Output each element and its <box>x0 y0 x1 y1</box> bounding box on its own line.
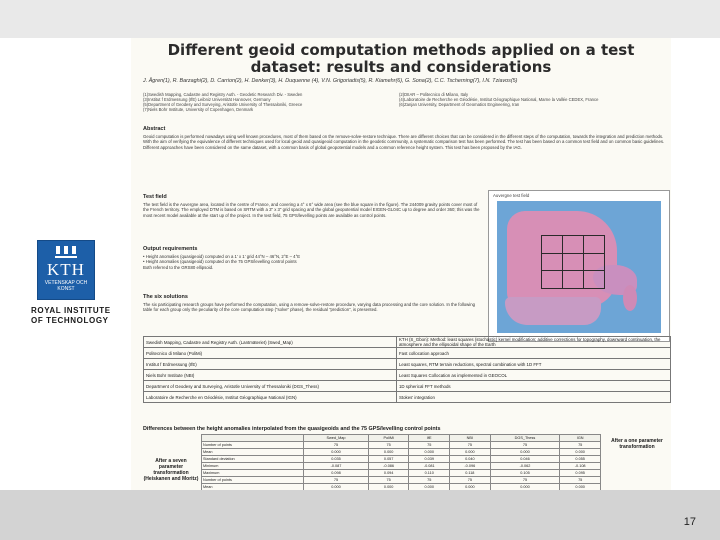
results-row <box>202 442 601 449</box>
results-row-label: Minimum <box>202 463 304 470</box>
participant-row <box>144 370 671 381</box>
results-column-header <box>202 435 304 442</box>
participant-method: Stokes' integration <box>396 392 670 403</box>
results-cell: 75 <box>368 442 409 449</box>
results-cell: 75 <box>409 442 450 449</box>
results-cell: 0.000 <box>368 449 409 456</box>
results-cell: 75 <box>450 442 491 449</box>
results-cell: 0.105 <box>490 470 560 477</box>
results-cell: 0.094 <box>368 470 409 477</box>
results-cell: 0.000 <box>560 484 601 491</box>
abstract-text: Geoid computation is performed nowadays using well known procedures, most of them based on the remove-solve-restore technique. There are different choices that can be considered in the different steps of the computation, towards the integration and prediction methods. With the aim of verifying the equivalence of different techniques used for local geoid and quasigeoid computation in the geodetic community, a systematic comparison test has been performed. The test has been based on a common test field and on common basic guidelines. Different approaches have been considered on the same dataset, with a common basis of global geopotential models and a common reference height system. This test has been proposed by the IAG. <box>143 134 665 150</box>
results-cell: 0.000 <box>304 484 369 491</box>
test-field-heading: Test field <box>143 194 167 200</box>
results-title: Differences between the height anomalies interpolated from the quasigeoids and the 75 GPS/levelling control points <box>143 426 441 432</box>
results-row-label: Mean <box>202 484 304 491</box>
slide-top-bar <box>0 0 720 38</box>
test-field-text: The test field is the Auvergne area, located in the centre of France, and covering a 4° x 6° wide area (see the blue square in the figure). The 244009 gravity points cover most of the French territory. The employed DTM is based on SRTM with a 3" x 3" grid spacing and the global geopotential model EIGEN-GL04C up to degree and order 360; this was the most recent model available at the start up of the project. In the test field, 75 GPS/levelling points are available as control points. <box>143 202 480 218</box>
results-cell: -0.087 <box>304 463 369 470</box>
results-cell: -0.096 <box>450 463 491 470</box>
results-cell: -0.081 <box>409 463 450 470</box>
results-cell: 0.000 <box>560 449 601 456</box>
affiliations-left: (1)Swedish Mapping, Cadastre and Registry Auth. - Geodetic Research Div. - Sweden (3)Institut f Erdmessung (IfE) Leibniz Universität Hannover, Germany (5)Department of Geodesy and Surveying, Aristotle University of Thessaloniki, Greece (7)Niels Bohr Institute, University of Copenhagen, Denmark <box>143 92 303 112</box>
results-cell: 0.039 <box>409 456 450 463</box>
map-landmass <box>505 297 601 325</box>
solutions-heading: The six solutions <box>143 294 188 300</box>
map-grid-line <box>542 253 604 254</box>
output-text: • Height anomalies (quasigeoid) computed on a 1' x 1' grid 44°N – 46°N, 2°E – 4°E • Height anomalies (quasigeoid) computed on the 75 GPS/levelling control points Both referred to the GRS80 ellipsoid. <box>143 254 301 270</box>
results-cell: 75 <box>490 442 560 449</box>
results-cell: 0.110 <box>409 470 450 477</box>
poster-authors: J. Ågren(1), R. Barzaghi(2), D. Carrion(2), H. Denker(3), H. Duquenne (4), V.N. Grigoriadis(5), R. Kiamehr(6), G. Sona(2), C.C. Tscherning(7), I.N. Tziavos(5) <box>143 78 518 84</box>
results-cell: 75 <box>450 477 491 484</box>
map-grid-line <box>583 236 584 288</box>
results-cell: 75 <box>304 442 369 449</box>
results-column-header: IfE <box>409 435 450 442</box>
participant-group: Swedish Mapping, Cadastre and Registry Auth. (Lantmäteriet) (Swed_Map) <box>144 337 397 348</box>
poster-image <box>131 38 671 490</box>
affiliations-right: (2)DIIAR – Politecnico di Milano, Italy (4)Laboratoire de Recherche en Géodésie, Institut Géographique National, Marne la Vallée CEDEX, France (6)Zanjan University, Department of Geomatics Engineering, Iran <box>399 92 599 107</box>
kth-logo <box>37 240 95 300</box>
results-cell: 0.000 <box>490 484 560 491</box>
map-island <box>623 285 637 311</box>
results-column-header: DGS_Thess <box>490 435 560 442</box>
participant-row <box>144 381 671 392</box>
results-cell: 0.055 <box>560 456 601 463</box>
results-cell: -0.086 <box>368 463 409 470</box>
results-row-label: Number of points <box>202 477 304 484</box>
participant-row <box>144 337 671 348</box>
results-cell: 0.035 <box>304 456 369 463</box>
participant-row <box>144 392 671 403</box>
results-column-header: NBI <box>450 435 491 442</box>
results-cell: 75 <box>560 442 601 449</box>
results-column-header: Swed_Map <box>304 435 369 442</box>
test-field-map <box>488 190 670 342</box>
results-cell: 0.000 <box>450 449 491 456</box>
participant-row <box>144 359 671 370</box>
results-cell: 0.046 <box>490 456 560 463</box>
participant-group: Department of Geodesy and Surveying, Aristotle University of Thessaloniki (DGS_Thess) <box>144 381 397 392</box>
participant-method: KTH (S_Gbon): Method: least squares (stochastic) kernel modification; additive corrections for topography, downward continuation, the atmosphere and the ellipsoidal shape of the Earth <box>396 337 670 348</box>
results-cell: 0.000 <box>368 484 409 491</box>
results-row-label: Maximum <box>202 470 304 477</box>
abstract-heading: Abstract <box>143 126 166 132</box>
results-cell: 0.040 <box>450 456 491 463</box>
map-grid-line <box>542 270 604 271</box>
results-cell: 75 <box>560 477 601 484</box>
results-cell: 0.000 <box>490 449 560 456</box>
results-row-label: Mean <box>202 449 304 456</box>
results-cell: 0.000 <box>409 484 450 491</box>
participants-table <box>143 336 671 403</box>
participant-group: Niels Bohr Institute (NBI) <box>144 370 397 381</box>
results-cell: 0.057 <box>368 456 409 463</box>
participant-method: Least squares, RTM terrain reductions, spectral combination with 1D FFT <box>396 359 670 370</box>
logo-subtext: VETENSKAP OCH KONST <box>44 280 88 292</box>
participant-row <box>144 348 671 359</box>
results-row-label: Standard deviation <box>202 456 304 463</box>
results-row <box>202 449 601 456</box>
slide-bottom-bar <box>0 490 720 540</box>
solutions-text: The six participating research groups have performed the computation, using a remove-solve-restore procedure, varying data processing and the core solution. In the following table for each group only the peculiarity of the core computation step (“solve” phase), the residual “prediction”, is presented. <box>143 302 475 313</box>
participant-group: Institut f Erdmessung (IfE) <box>144 359 397 370</box>
results-cell: 0.000 <box>409 449 450 456</box>
results-column-header: IGN <box>560 435 601 442</box>
results-row <box>202 463 601 470</box>
results-cell: 75 <box>368 477 409 484</box>
results-cell: 0.118 <box>450 470 491 477</box>
participant-method: Least Squares Collocation as implemented in GEOCOL <box>396 370 670 381</box>
page-number: 17 <box>683 516 696 528</box>
results-cell: 0.000 <box>304 449 369 456</box>
results-cell: -0.062 <box>490 463 560 470</box>
poster-title: Different geoid computation methods applied on a test dataset: results and considerations <box>167 41 635 76</box>
results-cell: 0.095 <box>560 470 601 477</box>
results-cell: 75 <box>409 477 450 484</box>
results-cell: -0.108 <box>560 463 601 470</box>
logo-wordmark: KTH <box>47 260 85 279</box>
test-area-grid <box>541 235 605 289</box>
participant-group: Laboratoire de Recherche en Géodésie, Institut Géographique National (IGN) <box>144 392 397 403</box>
institution-name: ROYAL INSTITUTE OF TECHNOLOGY <box>31 306 111 325</box>
results-cell: 75 <box>304 477 369 484</box>
participant-method: Fast collocation approach <box>396 348 670 359</box>
results-cell: 0.098 <box>304 470 369 477</box>
results-column-header: PoliMi <box>368 435 409 442</box>
output-heading: Output requirements <box>143 246 198 252</box>
method-label: After a seven parameter transformation (Heiskanen and Moritz) <box>143 458 199 482</box>
crown-icon <box>55 246 77 258</box>
participant-method: 1D spherical FFT methods <box>396 381 670 392</box>
results-row <box>202 456 601 463</box>
map-grid-line <box>562 236 563 288</box>
results-cell: 0.000 <box>450 484 491 491</box>
results-row-label: Number of points <box>202 442 304 449</box>
map-title: Auvergne test field <box>493 193 530 198</box>
results-row <box>202 470 601 477</box>
results-cell: 75 <box>490 477 560 484</box>
map-sea <box>497 201 661 333</box>
participant-group: Politecnico di Milano (PoliMi) <box>144 348 397 359</box>
results-row <box>202 477 601 484</box>
side-label: After a one parameter transformation <box>611 438 663 450</box>
